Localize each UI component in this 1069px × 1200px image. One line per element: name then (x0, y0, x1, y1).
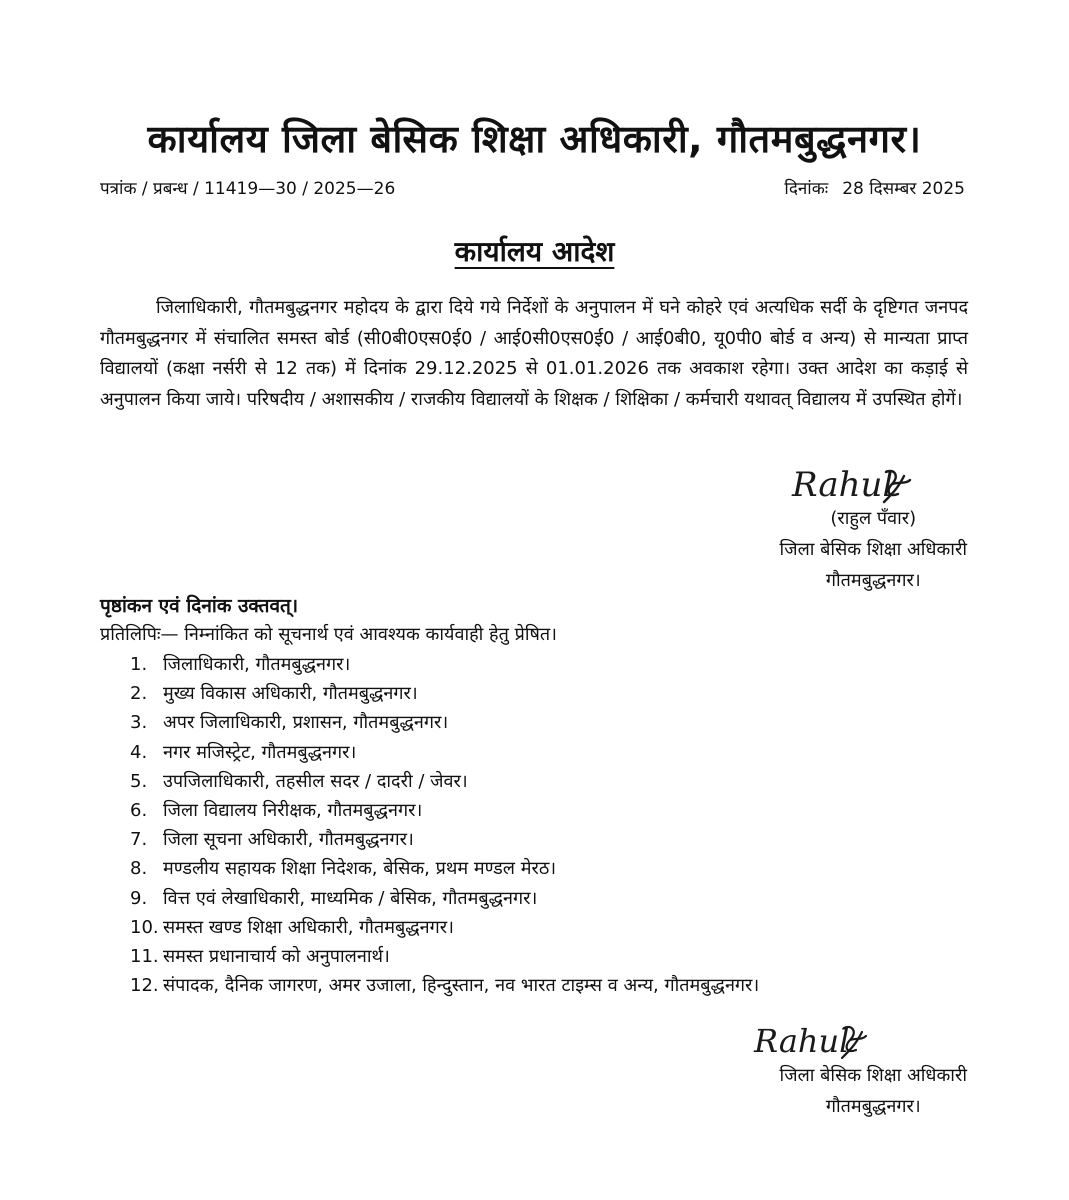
list-item-text: समस्त प्रधानाचार्य को अनुपालनार्थ। (163, 945, 390, 967)
list-item-number: 10. (130, 916, 159, 938)
list-item-number: 1. (130, 654, 148, 675)
list-item-number: 3. (130, 712, 148, 734)
signature-2 (752, 1018, 872, 1062)
copy-intro: प्रतिलिपिः— निम्नांकित को सूचनार्थ एवं आवश्यक कार्यवाही हेतु प्रेषित। (100, 624, 557, 645)
list-item-text: जिला सूचना अधिकारी, गौतमबुद्धनगर। (163, 829, 414, 851)
signature-1 (788, 462, 918, 508)
order-heading (0, 232, 1069, 270)
signatory-1-block (780, 503, 967, 596)
recipient-list (130, 650, 759, 1000)
list-item-text: जिलाधिकारी, गौतमबुद्धनगर। (163, 654, 351, 675)
list-item (130, 796, 759, 825)
list-item (130, 650, 759, 679)
list-item-text: वित्त एवं लेखाधिकारी, माध्यमिक / बेसिक, गौतमबुद्धनगर। (163, 887, 538, 909)
endorsement-heading: पृष्ठांकन एवं दिनांक उक्तवत्। (100, 595, 299, 617)
date-line (784, 176, 965, 199)
list-item-text: मुख्य विकास अधिकारी, गौतमबुद्धनगर। (163, 683, 418, 705)
date-value: 28 दिसम्बर 2025 (842, 179, 965, 199)
list-item (130, 913, 759, 942)
signatory-1-name: (राहुल पँवार) (830, 508, 917, 529)
office-title: कार्यालय जिला बेसिक शिक्षा अधिकारी, गौतमबुद्धनगर। (147, 117, 922, 161)
signatory-1-designation: जिला बेसिक शिक्षा अधिकारी (779, 539, 967, 560)
list-item (130, 738, 759, 767)
list-item (130, 942, 759, 971)
list-item-number: 11. (130, 945, 159, 967)
signatory-2-block (780, 1060, 967, 1122)
list-item-text: उपजिलाधिकारी, तहसील सदर / दादरी / जेवर। (163, 770, 468, 792)
order-body: जिलाधिकारी, गौतमबुद्धनगर महोदय के द्वारा दिये गये निर्देशों के अनुपालन में घने कोहरे एवं अत्यधिक सर्दी के दृष्टिगत जनपद गौतमबुद्धनगर में संचालित समस्त बोर्ड (सी0बी0एस0ई0 / आई0सी0एस0ई0 / आई0बी0, यू0पी0 बोर्ड व अन्य) से मान्यता प्राप्त विद्यालयों (कक्षा नर्सरी से 12 तक) में दिनांक 29.12.2025 से 01.01.2026 तक अवकाश रहेगा। उक्त आदेश का कड़ाई से अनुपालन किया जाये। परिषदीय / अशासकीय / राजकीय विद्यालयों के शिक्षक / शिक्षिका / कर्मचारी यथावत् विद्यालय में उपस्थित होगें। (100, 297, 968, 410)
list-item (130, 825, 759, 854)
list-item-number: 7. (130, 829, 148, 851)
list-item (130, 971, 759, 1000)
list-item (130, 708, 759, 737)
list-item (130, 854, 759, 883)
list-item-number: 12. (130, 975, 159, 997)
letter-number: पत्रांक / प्रबन्ध / 11419—30 / 2025—26 (100, 179, 396, 199)
date-label: दिनांकः (784, 179, 829, 199)
list-item-number: 9. (130, 887, 148, 909)
list-item-text: संपादक, दैनिक जागरण, अमर उजाला, हिन्दुस्तान, नव भारत टाइम्स व अन्य, गौतमबुद्धनगर। (163, 975, 760, 997)
list-item (130, 679, 759, 708)
list-item-text: समस्त खण्ड शिक्षा अधिकारी, गौतमबुद्धनगर। (163, 916, 454, 938)
list-item-number: 5. (130, 770, 148, 792)
list-item-number: 2. (130, 683, 148, 705)
list-item-text: अपर जिलाधिकारी, प्रशासन, गौतमबुद्धनगर। (163, 712, 449, 734)
list-item-text: मण्डलीय सहायक शिक्षा निदेशक, बेसिक, प्रथम मण्डल मेरठ। (163, 858, 557, 880)
list-item-text: नगर मजिस्ट्रेट, गौतमबुद्धनगर। (163, 741, 357, 763)
signature-2-text: Rahul (754, 1022, 850, 1060)
signatory-2-designation: जिला बेसिक शिक्षा अधिकारी (779, 1065, 967, 1086)
list-item (130, 767, 759, 796)
list-item (130, 884, 759, 913)
signatory-1-location: गौतमबुद्धनगर। (825, 570, 921, 591)
list-item-number: 4. (130, 741, 148, 763)
signature-1-text: Rahul (792, 465, 894, 505)
list-item-number: 6. (130, 799, 148, 821)
list-item-text: जिला विद्यालय निरीक्षक, गौतमबुद्धनगर। (163, 799, 423, 821)
list-item-number: 8. (130, 858, 148, 880)
signatory-2-location: गौतमबुद्धनगर। (825, 1096, 921, 1117)
order-heading-text: कार्यालय आदेश (454, 235, 615, 268)
